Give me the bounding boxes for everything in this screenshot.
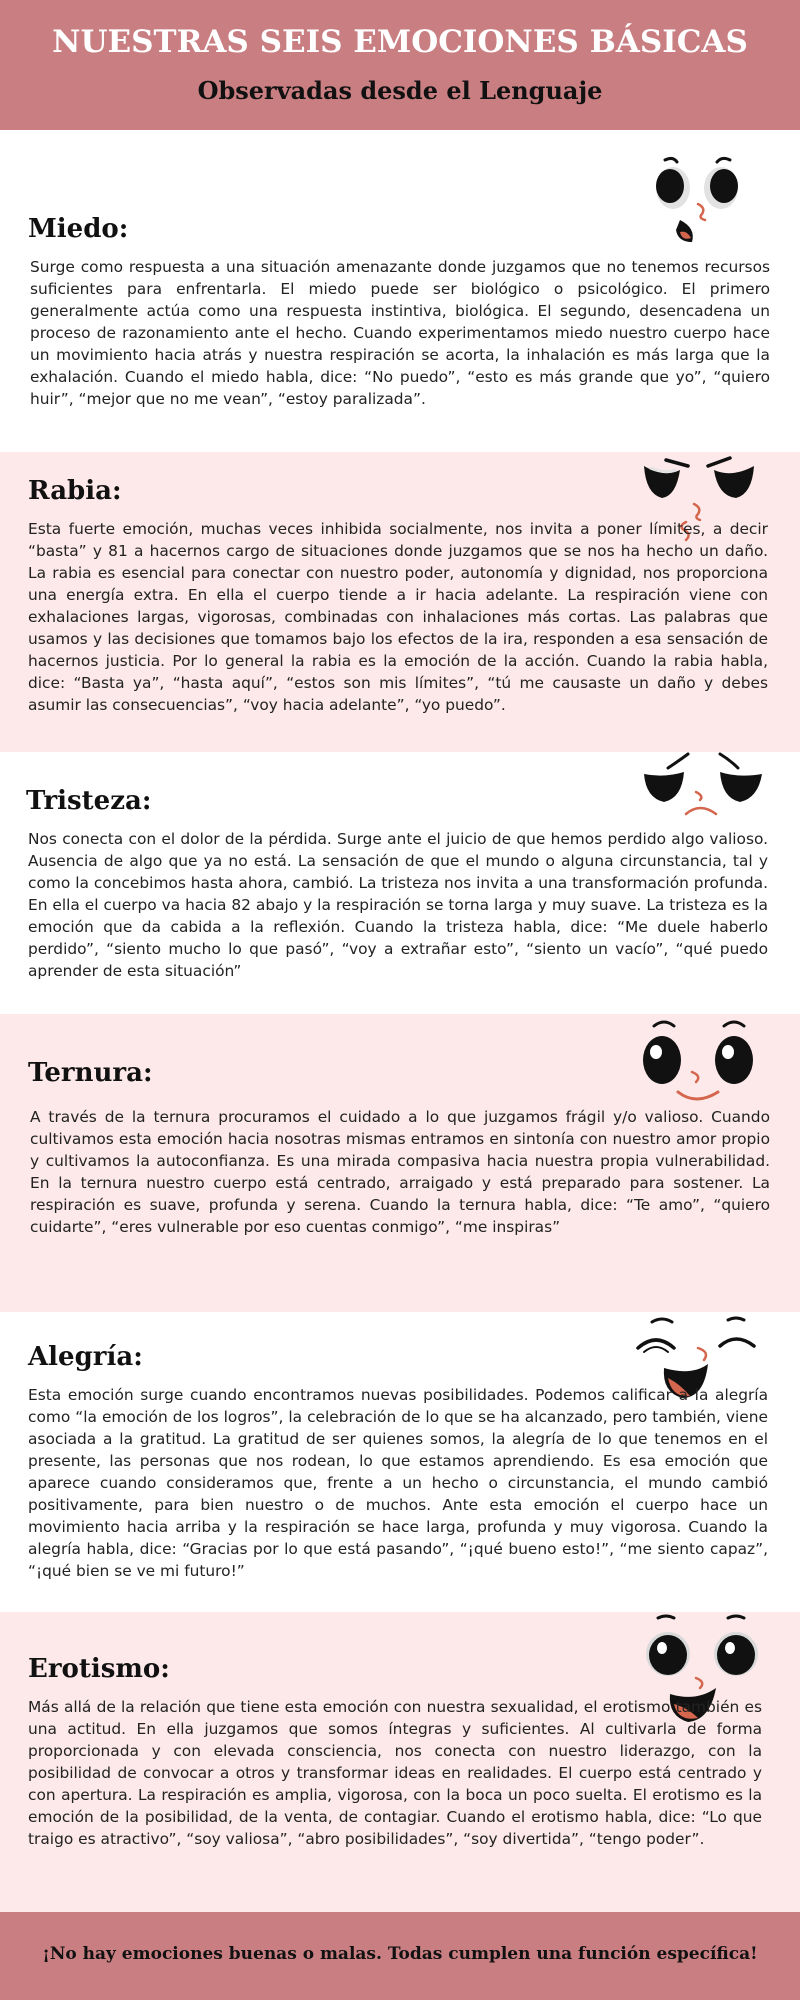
section-text: Esta fuerte emoción, muchas veces inhibida socialmente, nos invita a poner límites, a decir “basta” y 81 a hacernos cargo de situaciones donde juzgamos que se nos ha hecho un daño. La rabia es esencial para conectar con nuestro poder, autonomía y dignidad, nos proporciona una energía extra. En ella el cuerpo tiende a ir hacia adelante. La respiración viene con exhalaciones largas, vigorosas, combinadas con inhalaciones más cortas. Las palabras que usamos y las decisiones que tomamos bajo los efectos de la ira, responden a esa sensación de hacernos justicia. Por lo general la rabia es la emoción de la acción. Cuando la rabia habla, dice: “Basta ya”, “hasta aquí”, “estos son mis límites”, “tú me causaste un daño y debes asumir las consecuencias”, “voy hacia adelante”, “yo puedo”. (28, 520, 768, 714)
section-title: Miedo: (28, 214, 129, 244)
section-title: Rabia: (28, 476, 122, 506)
section-erotismo (0, 1612, 800, 1912)
header-banner (0, 0, 800, 130)
section-title: Erotismo: (28, 1654, 170, 1684)
footer-banner (0, 1912, 800, 2000)
section-text: Surge como respuesta a una situación amenazante donde juzgamos que no tenemos recursos suficientes para enfrentarla. El miedo puede ser biológico o psicológico. El primero generalmente actúa como una respuesta instintiva, biológica. El segundo, desencadena un proceso de razonamiento ante el hecho. Cuando experimentamos miedo nuestro cuerpo hace un movimiento hacia atrás y nuestra respiración se acorta, la inhalación es más larga que la exhalación. Cuando el miedo habla, dice: “No puedo”, “esto es más grande que yo”, “quiero huir”, “mejor que no me vean”, “estoy paralizada”. (30, 258, 770, 408)
section-rabia (0, 452, 800, 752)
tender-face-icon (634, 1014, 764, 1114)
page-subtitle: Observadas desde el Lenguaje (197, 76, 603, 105)
sad-face-icon (638, 752, 768, 820)
section-alegria (0, 1312, 800, 1612)
section-tristeza (0, 752, 800, 1014)
section-title: Ternura: (28, 1058, 153, 1088)
footer-message: ¡No hay emociones buenas o malas. Todas cumplen una función específica! (42, 1944, 758, 1964)
section-text: Nos conecta con el dolor de la pérdida. Surge ante el juicio de que hemos perdido algo valioso. Ausencia de algo que ya no está. La sensación de que el mundo o alguna circunstancia, tal y como la concebimos hasta ahora, cambió. La tristeza nos invita a una transformación profunda. En ella el cuerpo va hacia 82 abajo y la respiración se torna larga y muy suave. La tristeza es la emoción que da cabida a la reflexión. Cuando la tristeza habla, dice: “Me duele haberlo perdido”, “siento mucho lo que pasó”, “voy a extrañar esto”, “siento un vacío”, “qué puedo aprender de esta situación” (28, 830, 768, 980)
section-text: A través de la ternura procuramos el cuidado a lo que juzgamos frágil y/o valioso. Cuando cultivamos esta emoción hacia nosotras mismas entramos en sintonía con nuestro amor propio y cultivamos la autoconfianza. Es una mirada compasiva hacia nuestra propia vulnerabilidad. En la ternura nuestro cuerpo está centrado, arraigado y está preparado para sostener. La respiración es suave, profunda y serena. Cuando la ternura habla, dice: “Te amo”, “quiero cuidarte”, “eres vulnerable por eso cuentas conmigo”, “me inspiras” (30, 1108, 770, 1236)
scared-face-icon (640, 150, 760, 245)
section-text: Más allá de la relación que tiene esta emoción con nuestra sexualidad, el erotismo también es una actitud. En ella juzgamos que somos íntegras y suficientes. Al cultivarla de forma proporcionada y con elevada consciencia, nos conecta con nuestro liderazgo, con la posibilidad de convocar a otros y transformar ideas en realidades. El cuerpo está centrado y con apertura. La respiración es amplia, vigorosa, con la boca un poco suelta. El erotismo es la emoción de la posibilidad, de la venta, de contagiar. Cuando el erotismo habla, dice: “Lo que traigo es atractivo”, “soy valiosa”, “abro posibilidades”, “soy divertida”, “tengo poder”. (28, 1698, 762, 1848)
section-title: Tristeza: (26, 786, 152, 816)
page-title: NUESTRAS SEIS EMOCIONES BÁSICAS (52, 24, 748, 60)
section-miedo (0, 130, 800, 452)
section-text: Esta emoción surge cuando encontramos nuevas posibilidades. Podemos calificar a la alegría como “la emoción de los logros”, la celebración de lo que se ha alcanzado, pero también, viene asociada a la gratitud. La gratitud de ser quienes somos, la alegría de lo que tenemos en el presente, las personas que nos rodean, lo que estamos aprendiendo. Es esa emoción que aparece cuando consideramos que, frente a un hecho o circunstancia, el mundo cambió positivamente, para bien nuestro o de muchos. Ante esta emoción el cuerpo hace un movimiento hacia arriba y la respiración se hace larga, profunda y muy vigorosa. Cuando la alegría habla, dice: “Gracias por lo que está pasando”, “¡qué bueno esto!”, “me siento capaz”, “¡qué bien se ve mi futuro!” (28, 1386, 768, 1580)
section-title: Alegría: (28, 1342, 143, 1372)
section-ternura (0, 1014, 800, 1312)
